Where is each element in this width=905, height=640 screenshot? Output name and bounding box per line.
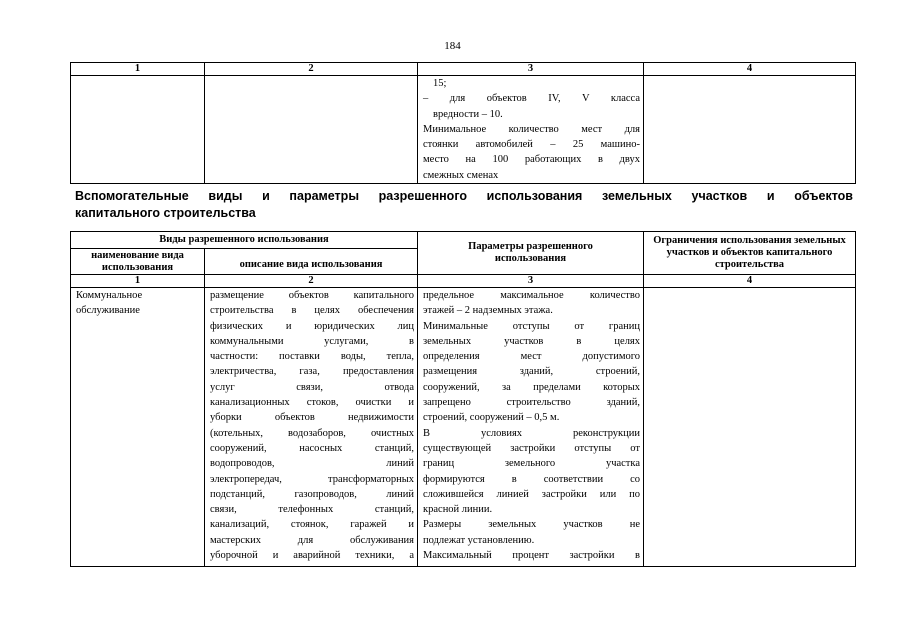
text-line: земельных участков в целях [423,335,641,347]
text-line: Минимальное количество мест для [423,123,640,135]
use-parameters-cell [418,288,644,567]
column-number: 3 [418,63,644,76]
table-number-row [71,63,856,76]
limits-header: Ограничения использования земельных участков и объектов капитального строительства [644,232,856,275]
limits-cell [644,288,856,567]
text-line: связи, телефонных станций, [210,504,415,516]
empty-cell [205,76,418,184]
text-line: Размеры земельных участков не [423,519,641,531]
column-number: 4 [644,63,856,76]
text-line: услуг связи, отвода [210,381,415,393]
empty-cell [71,76,205,184]
table-header-row [71,232,856,249]
column-number: 3 [418,275,644,288]
parameters-cell [418,76,644,184]
text-line: размещения зданий, строений, [423,366,641,378]
text-line: канализаций, стоянок, гаражей и [210,519,415,531]
text-line: коммунальными услугами, в [210,335,415,347]
text-line: смежных сменах [423,169,499,181]
text-line: стоянки автомобилей – 25 машино- [423,139,640,151]
text-line: Максимальный процент застройки в [423,550,641,562]
text-line: (котельных, водозаборов, очистных [210,427,415,439]
text-line: строений, сооружений – 0,5 м. [423,412,560,424]
text-line: запрещено строительство зданий, [423,397,641,409]
text-line: электропередач, трансформаторных [210,473,415,485]
text-line: подлежат установлению. [423,534,535,546]
text-line: мастерских для обслуживания [210,534,415,546]
text-line: красной линии. [423,504,493,516]
text-line: определения мест допустимого [423,351,641,363]
text-line: канализационных стоков, очистки и [210,397,415,409]
text-line: водопроводов, линий [210,458,415,470]
text-line: сооружений, насосных станций, [210,442,415,454]
column-number: 4 [644,275,856,288]
text-line: строительства в целях обеспечения [210,305,415,317]
text-line: вредности – 10. [433,108,503,120]
column-number: 1 [71,275,205,288]
use-description-cell [205,288,418,567]
text-line: сложившейся линией застройки или по [423,488,641,500]
text-line: границ земельного участка [423,458,641,470]
use-name-cell: Коммунальное обслуживание [71,288,205,567]
table-row [71,76,856,184]
auxiliary-uses-table [70,231,856,567]
empty-cell [644,76,856,184]
text-line: уборочной и аварийной техники, а [210,550,415,562]
text-line: размещение объектов капитального [210,290,415,301]
text-line: этажей – 2 надземных этажа. [423,305,553,317]
text-line: электричества, газа, предоставления [210,366,415,378]
text-line: формируются в соответствии со [423,473,641,485]
text-line: Минимальные отступы от границ [423,320,641,332]
text-line: 15; [433,78,447,89]
table-number-row [71,275,856,288]
column-number: 2 [205,275,418,288]
text-line: физических и юридических лиц [210,320,415,332]
description-subheader: описание вида использования [205,249,418,275]
text-line: место на 100 работающих в двух [423,154,640,166]
text-line: предельное максимальное количество [423,290,641,301]
column-number: 2 [205,63,418,76]
section-title-line: капитального строительства [75,206,256,220]
column-number: 1 [71,63,205,76]
text-line: В условиях реконструкции [423,427,641,439]
text-line: частности: поставки воды, тепла, [210,351,415,363]
name-subheader: наименование вида использования [71,249,205,275]
section-title-line: Вспомогательные виды и параметры разрешенного использования земельных участков и объектов [75,189,853,203]
text-line: существующей застройки отступы от [423,442,641,454]
section-title [75,188,853,222]
uses-group-header: Виды разрешенного использования [71,232,418,249]
continuation-table [70,62,856,184]
text-line: подстанций, газопроводов, линий [210,488,415,500]
table-row [71,288,856,567]
text-line: сооружений, за пределами которых [423,381,641,393]
text-line: уборки объектов недвижимости [210,412,415,424]
text-line: – для объектов IV, V класса [423,93,640,105]
page-number: 184 [444,40,461,52]
params-header: Параметры разрешенного использования [418,232,644,275]
